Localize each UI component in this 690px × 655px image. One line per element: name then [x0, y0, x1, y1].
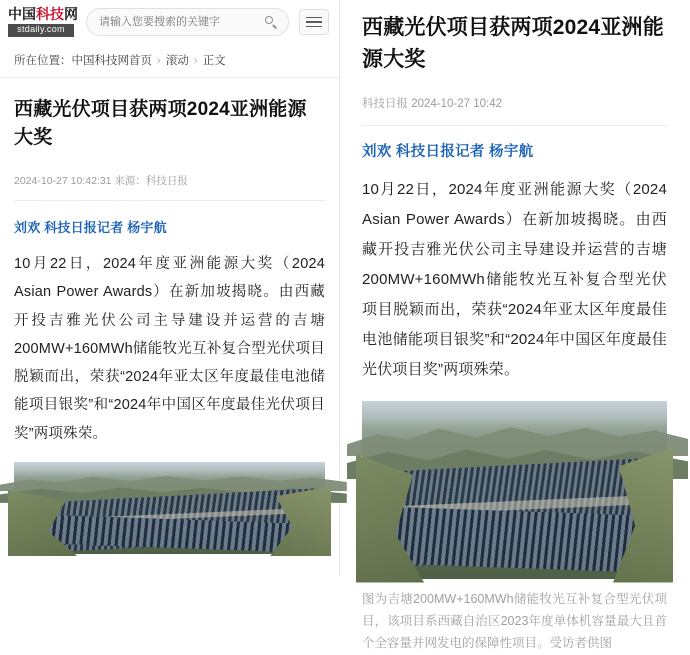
- breadcrumb-item-rolling[interactable]: 滚动: [165, 55, 189, 67]
- breadcrumb-separator-1: ›: [157, 55, 161, 67]
- article-paragraph-mobile: 10月22日，2024年度亚洲能源大奖（2024 Asian Power Awards）在新加坡揭晓。由西藏开投吉雅光伏公司主导建设并运营的吉塘200MW+160MWh储能牧光互补复合型光伏项目脱颖而出，荣获“2024年亚太区年度最佳电池储能项目银奖”和“2024年中国区年度最佳光伏项目奖”两项殊荣。: [362, 181, 667, 378]
- photo-sky: [362, 401, 667, 429]
- breadcrumb-prefix: 所在位置：: [14, 55, 72, 67]
- photo-sky: [14, 462, 325, 477]
- article-photo: [14, 462, 325, 554]
- site-header: [0, 0, 339, 44]
- menu-bar-3: [306, 26, 322, 28]
- breadcrumb-separator-2: ›: [193, 55, 198, 67]
- site-logo[interactable]: [8, 6, 78, 36]
- search-input[interactable]: [97, 15, 264, 29]
- hamburger-menu-icon[interactable]: [299, 9, 329, 35]
- article-photo-mobile: [362, 401, 667, 579]
- article-byline-mobile[interactable]: 刘欢 科技日报记者 杨宇航: [362, 144, 534, 160]
- photo-solar-panel-field-lower: [380, 507, 648, 573]
- page-title-mobile: 西藏光伏项目获两项2024亚洲能源大奖: [362, 16, 664, 71]
- left-article-pane: [0, 0, 340, 576]
- menu-bar-1: [306, 17, 322, 19]
- search-icon[interactable]: [264, 15, 278, 29]
- page-title: 西藏光伏项目获两项2024亚洲能源大奖: [14, 99, 307, 148]
- article-paragraph: 10月22日，2024年度亚洲能源大奖（2024 Asian Power Awards）在新加坡揭晓。由西藏开投吉雅光伏公司主导建设并运营的吉塘200MW+160MWh储能牧光互补复合型光伏项目脱颖而出，荣获“2024年亚太区年度最佳电池储能项目银奖”和“2024年中国区年度最佳光伏项目奖”两项殊荣。: [14, 256, 325, 442]
- logo-domain-text: stdaily.com: [8, 24, 74, 36]
- logo-cn-part1: 中国: [8, 6, 36, 23]
- breadcrumb-item-article: 正文: [202, 55, 226, 67]
- left-article-body: [0, 96, 339, 554]
- logo-cn-red: 科技: [36, 6, 64, 23]
- article-byline[interactable]: 刘欢 科技日报记者 杨宇航: [14, 220, 167, 236]
- logo-chinese-text: [8, 6, 78, 23]
- article-meta-mobile: 科技日报 2024-10-27 10:42: [362, 95, 667, 126]
- right-article-pane: [340, 0, 689, 650]
- search-box[interactable]: [86, 8, 289, 36]
- logo-cn-part2: 网: [64, 6, 78, 23]
- menu-bar-2: [306, 21, 322, 23]
- breadcrumb: [0, 44, 339, 78]
- article-meta: 2024-10-27 10:42:31 来源：科技日报: [14, 173, 325, 201]
- breadcrumb-item-home[interactable]: 中国科技网首页: [71, 55, 152, 67]
- photo-caption: 图为吉塘200MW+160MWh储能牧光互补复合型光伏项目，该项目系西藏自治区2023年度单体机容量最大且首个全容量并网发电的保障性项目。受访者供图: [362, 592, 667, 650]
